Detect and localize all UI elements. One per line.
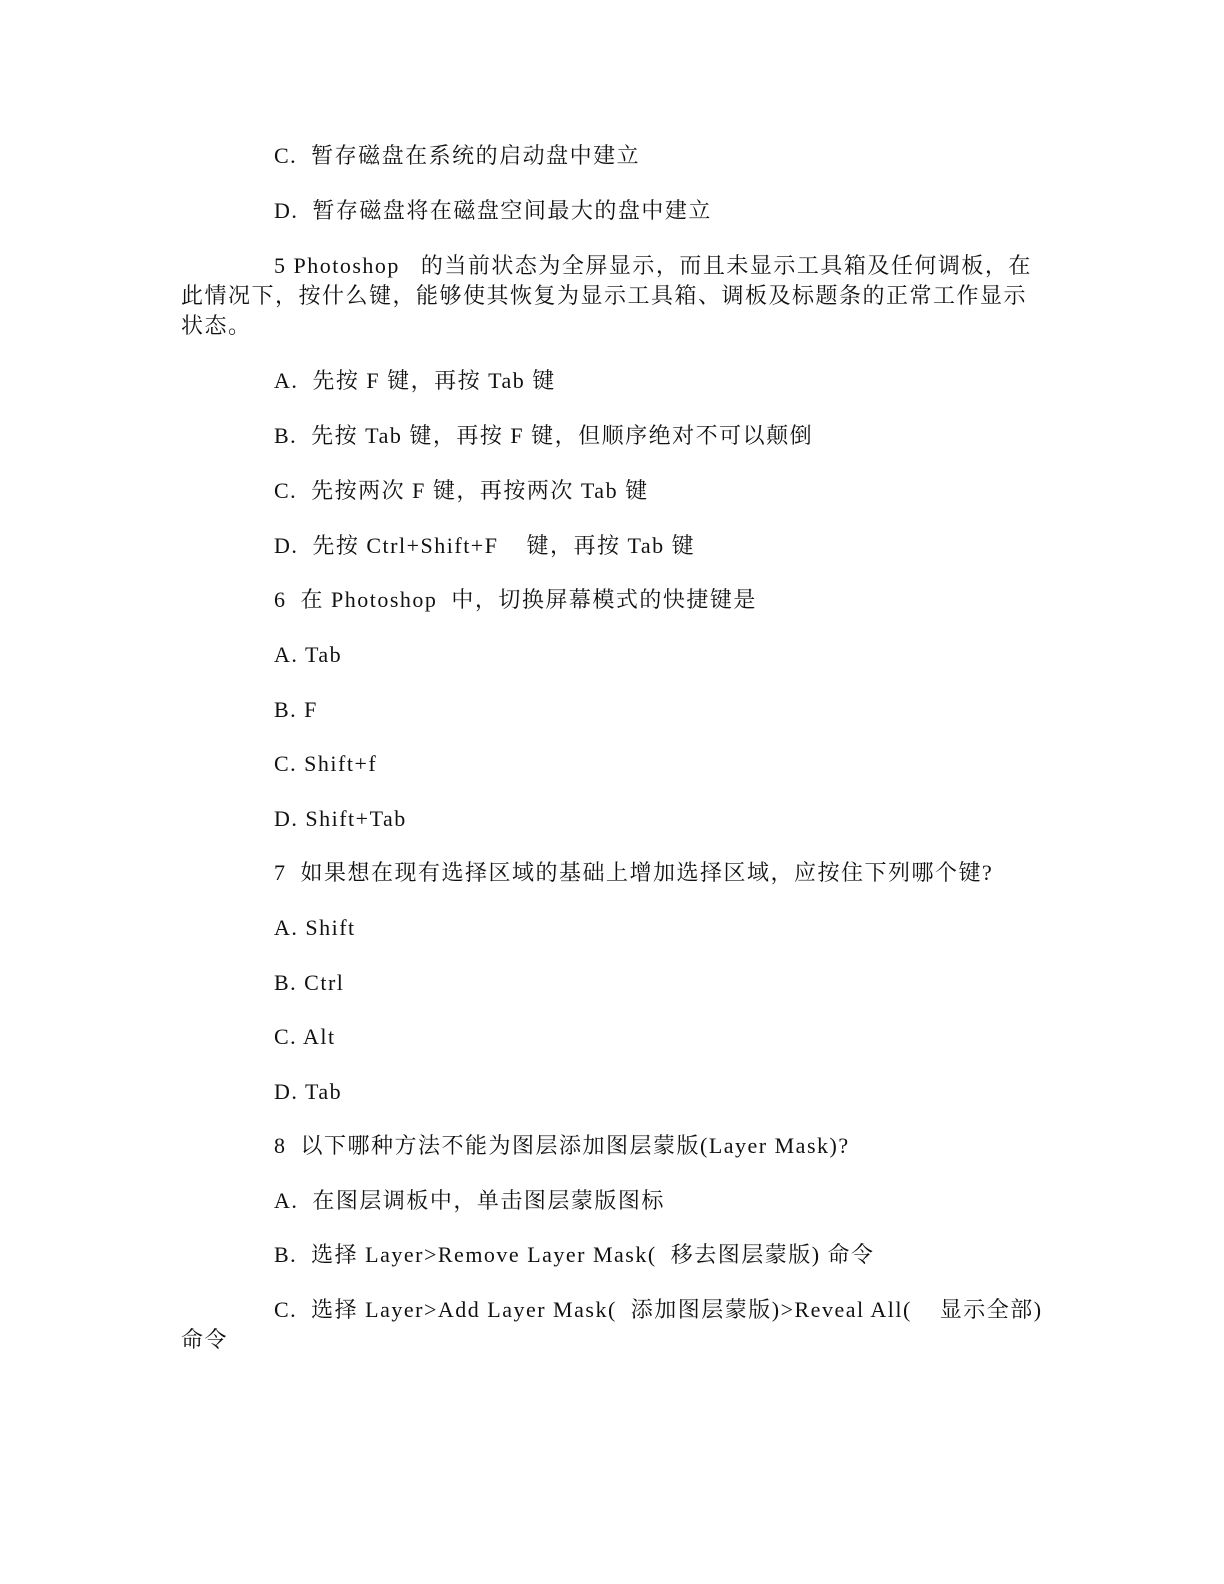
question-5-line-2: 此情况下，按什么键，能够使其恢复为显示工具箱、调板及标题条的正常工作显示 xyxy=(181,283,1028,308)
option-4c: C. 暂存磁盘在系统的启动盘中建立 xyxy=(274,143,641,168)
question-5-line-3: 状态。 xyxy=(181,313,252,338)
option-5b: B. 先按 Tab 键，再按 F 键，但顺序绝对不可以颠倒 xyxy=(274,423,814,448)
question-8: 8 以下哪种方法不能为图层添加图层蒙版(Layer Mask)? xyxy=(274,1133,850,1158)
question-6: 6 在 Photoshop 中，切换屏幕模式的快捷键是 xyxy=(274,587,757,612)
option-7b: B. Ctrl xyxy=(274,970,345,995)
option-5a: A. 先按 F 键，再按 Tab 键 xyxy=(274,368,556,393)
question-7: 7 如果想在现有选择区域的基础上增加选择区域，应按住下列哪个键? xyxy=(274,860,994,885)
option-4d: D. 暂存磁盘将在磁盘空间最大的盘中建立 xyxy=(274,198,712,223)
option-6b: B. F xyxy=(274,697,318,722)
option-8b: B. 选择 Layer>Remove Layer Mask( 移去图层蒙版) 命令 xyxy=(274,1242,875,1267)
option-6a: A. Tab xyxy=(274,642,343,667)
option-7c: C. Alt xyxy=(274,1024,336,1049)
option-7d: D. Tab xyxy=(274,1079,343,1104)
option-8c-line-2: 命令 xyxy=(181,1327,229,1352)
option-8c-line-1: C. 选择 Layer>Add Layer Mask( 添加图层蒙版)>Reveal All( 显示全部) xyxy=(274,1297,1043,1322)
option-5d: D. 先按 Ctrl+Shift+F 键，再按 Tab 键 xyxy=(274,533,696,558)
option-8a: A. 在图层调板中，单击图层蒙版图标 xyxy=(274,1188,665,1213)
option-6d: D. Shift+Tab xyxy=(274,806,407,831)
option-6c: C. Shift+f xyxy=(274,751,378,776)
option-7a: A. Shift xyxy=(274,915,356,940)
option-5c: C. 先按两次 F 键，再按两次 Tab 键 xyxy=(274,478,649,503)
question-5-line-1: 5 Photoshop 的当前状态为全屏显示，而且未显示工具箱及任何调板，在 xyxy=(274,253,1032,278)
